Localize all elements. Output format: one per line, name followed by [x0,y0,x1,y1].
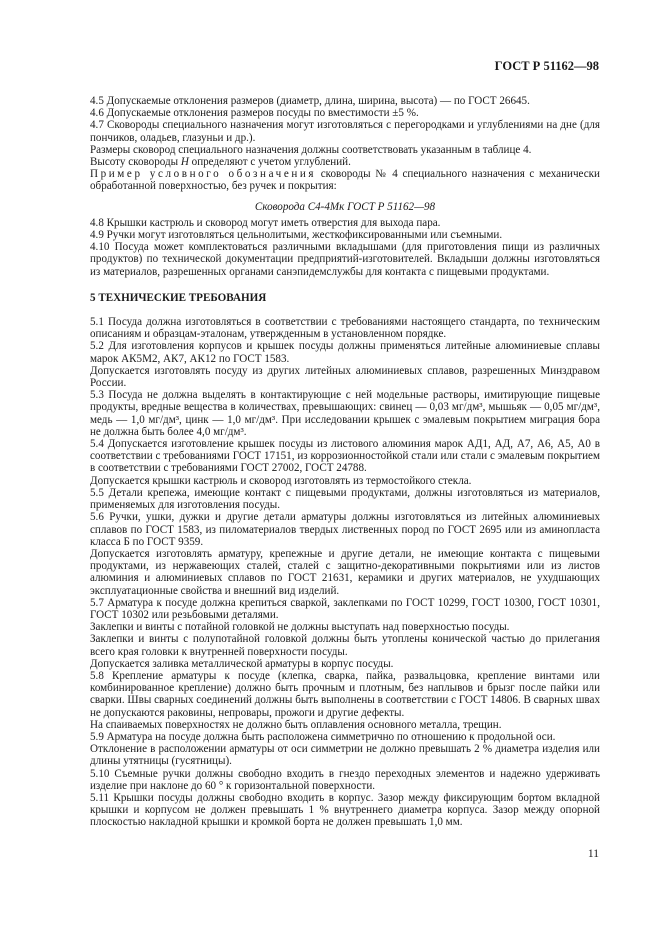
clause-4-10: 4.10 Посуда может комплектоваться различными вкладышами (для приготовления пищи из различных продуктов) по технической документации предприятий-изготовителей. Вкладыши должны изготовляться из материалов, разрешенных органами санэпидемслужбы для контакта с пищевыми продуктами. [90,241,600,278]
document-body [90,95,600,829]
clause-5-2-allowance: Допускается изготовлять посуду из других литейных алюминиевых сплавов, разрешенных Минздравом России. [90,364,600,390]
clause-5-1: 5.1 Посуда должна изготовляться в соответствии с требованиями настоящего стандарта, по техническим описаниям и образцам-эталонам, утвержденным в установленном порядке. [90,316,600,341]
height-text-post: определяют с учетом углублений. [188,156,351,169]
clause-5-7-semi-countersunk: Заклепки и винты с полупотайной головкой должны быть утоплены конической частью до прилегания всего края головки к внутренней поверхности посуды. [90,633,600,658]
clause-4-6: 4.6 Допускаемые отклонения размеров посуды по вместимости ±5 %. [90,107,419,120]
clause-5-9: 5.9 Арматура на посуде должна быть расположена симметрично по отношению к продольной оси. [90,730,556,743]
section-5-title: 5 ТЕХНИЧЕСКИЕ ТРЕБОВАНИЯ [90,291,267,304]
clause-5-11: 5.11 Крышки посуды должны свободно входить в корпус. Зазор между фиксирующим бортом вкладной крышки и корпусом не должен превышать 1 % внутреннего диаметра корпуса. Зазор между опорной плоскостью накладной крышки и кромкой борта не должен превышать 1,0 мм. [90,791,600,829]
clause-5-10: 5.10 Съемные ручки должны свободно входить в гнездо переходных элементов и надежно удерживать изделие при наклоне до 60 ° к горизонтальной поверхности. [90,767,600,792]
height-variable: Н [180,156,189,169]
clause-4-5: 4.5 Допускаемые отклонения размеров (диаметр, длина, ширина, высота) — по ГОСТ 26645. [90,95,530,107]
clause-5-8: 5.8 Крепление арматуры к посуде (клепка, сварка, пайка, развальцовка, крепление винтами или комбинированное крепление) должно быть прочным и плотным, без наплывов и брызг после пайки или сварки. Швы сварных соединений должны быть выполнены в соответствии с ГОСТ 14806. В сварных швах не допускаются раковины, непровары, прожоги и другие дефекты. [90,669,600,719]
clause-5-3: 5.3 Посуда не должна выделять в контактирующие с ней модельные растворы, имитирующие пищевые продукты, вредные вещества в количествах, превышающих: свинец — 0,03 мг/дм³, мышьяк — 0,05 мг/дм³, медь — 1,0 мг/дм³, цинк — 1,0 мг/дм³. При исследовании крышек с эмалевым покрытием миграция бора не должна быть более 4,0 мг/дм³. [90,389,600,438]
clause-5-9-deviation: Отклонение в расположении арматуры от оси симметрии не должно превышать 2 % диаметра изделия или длины утятницы (гусятницы). [90,743,600,768]
clause-5-6-allowance: Допускается изготовлять арматуру, крепежные и другие детали, не имеющие контакта с пищевыми продуктами, из нержавеющих сталей, сталей с защитно-декоративными покрытиями или из листов алюминия и алюминиевых сплавов по ГОСТ 21631, керамики и других материалов, не ухудшающих эксплуатационные свойства и внешний вид изделий. [90,547,600,597]
clause-5-4-glass: Допускается крышки кастрюль и сковород изготовлять из термостойкого стекла. [90,474,472,487]
clause-5-4: 5.4 Допускается изготовление крышек посуды из листового алюминия марок АД1, АД, А7, А6, А5, А0 в соответствии с требованиями ГОСТ 17151, из коррозионностойкой стали или стали с эмалевым покрытием в соответствии с требованиями ГОСТ 27002, ГОСТ 24788. [90,438,600,475]
clause-5-7-countersunk: Заклепки и винты с потайной головкой не должны выступать над поверхностью посуды. [90,621,510,634]
clause-5-7-casting: Допускается заливка металлической арматуры в корпус посуды. [90,657,394,670]
clause-5-8-soldering: На спаиваемых поверхностях не должно быть оплавления основного металла, трещин. [90,718,502,731]
clause-4-9: 4.9 Ручки могут изготовляться цельнолитыми, жесткофиксированными или съемными. [90,229,503,242]
clause-5-2: 5.2 Для изготовления корпусов и крышек посуды должны применяться литейные алюминиевые сплавы марок АК5М2, АК7, АК12 по ГОСТ 1583. [90,340,600,365]
clause-5-6: 5.6 Ручки, ушки, дужки и другие детали арматуры должны изготовляться из литейных алюминиевых сплавов по ГОСТ 1583, из пиломатериалов твердых лиственных пород по ГОСТ 2695 или из аминопласта класса Б по ГОСТ 9359. [90,511,600,548]
clause-5-5: 5.5 Детали крепежа, имеющие контакт с пищевыми продуктами, должны изготовляться из материалов, применяемых для изготовления посуды. [90,486,600,512]
example-rest: сковороды № 4 специального назначения с механически обработанной поверхностью, без ручек и покрытия: [90,168,600,193]
document-code-header: ГОСТ Р 51162—98 [494,59,599,73]
example-lead: Пример условного обозначения [90,168,317,181]
clause-5-7: 5.7 Арматура к посуде должна крепиться сваркой, заклепками по ГОСТ 10299, ГОСТ 10300, ГОСТ 10301, ГОСТ 10302 или резьбовыми деталями. [90,596,600,621]
height-text-pre: Высоту сковороды [90,156,181,169]
example-paragraph [90,168,600,192]
example-designation: Сковорода С4-4Мк ГОСТ Р 51162—98 [254,200,436,213]
clause-4-8: 4.8 Крышки кастрюль и сковород могут иметь отверстия для выхода пара. [90,216,441,229]
clause-4-7-height [90,156,600,168]
clause-4-7-sizes: Размеры сковород специального назначения должны соответствовать указанным в таблице 4. [90,143,532,156]
clause-4-7: 4.7 Сковороды специального назначения могут изготовляться с перегородками и углублениями на дне (для пончиков, оладьев, глазуньи и др.). [90,119,600,144]
page-number: 11 [587,848,599,860]
